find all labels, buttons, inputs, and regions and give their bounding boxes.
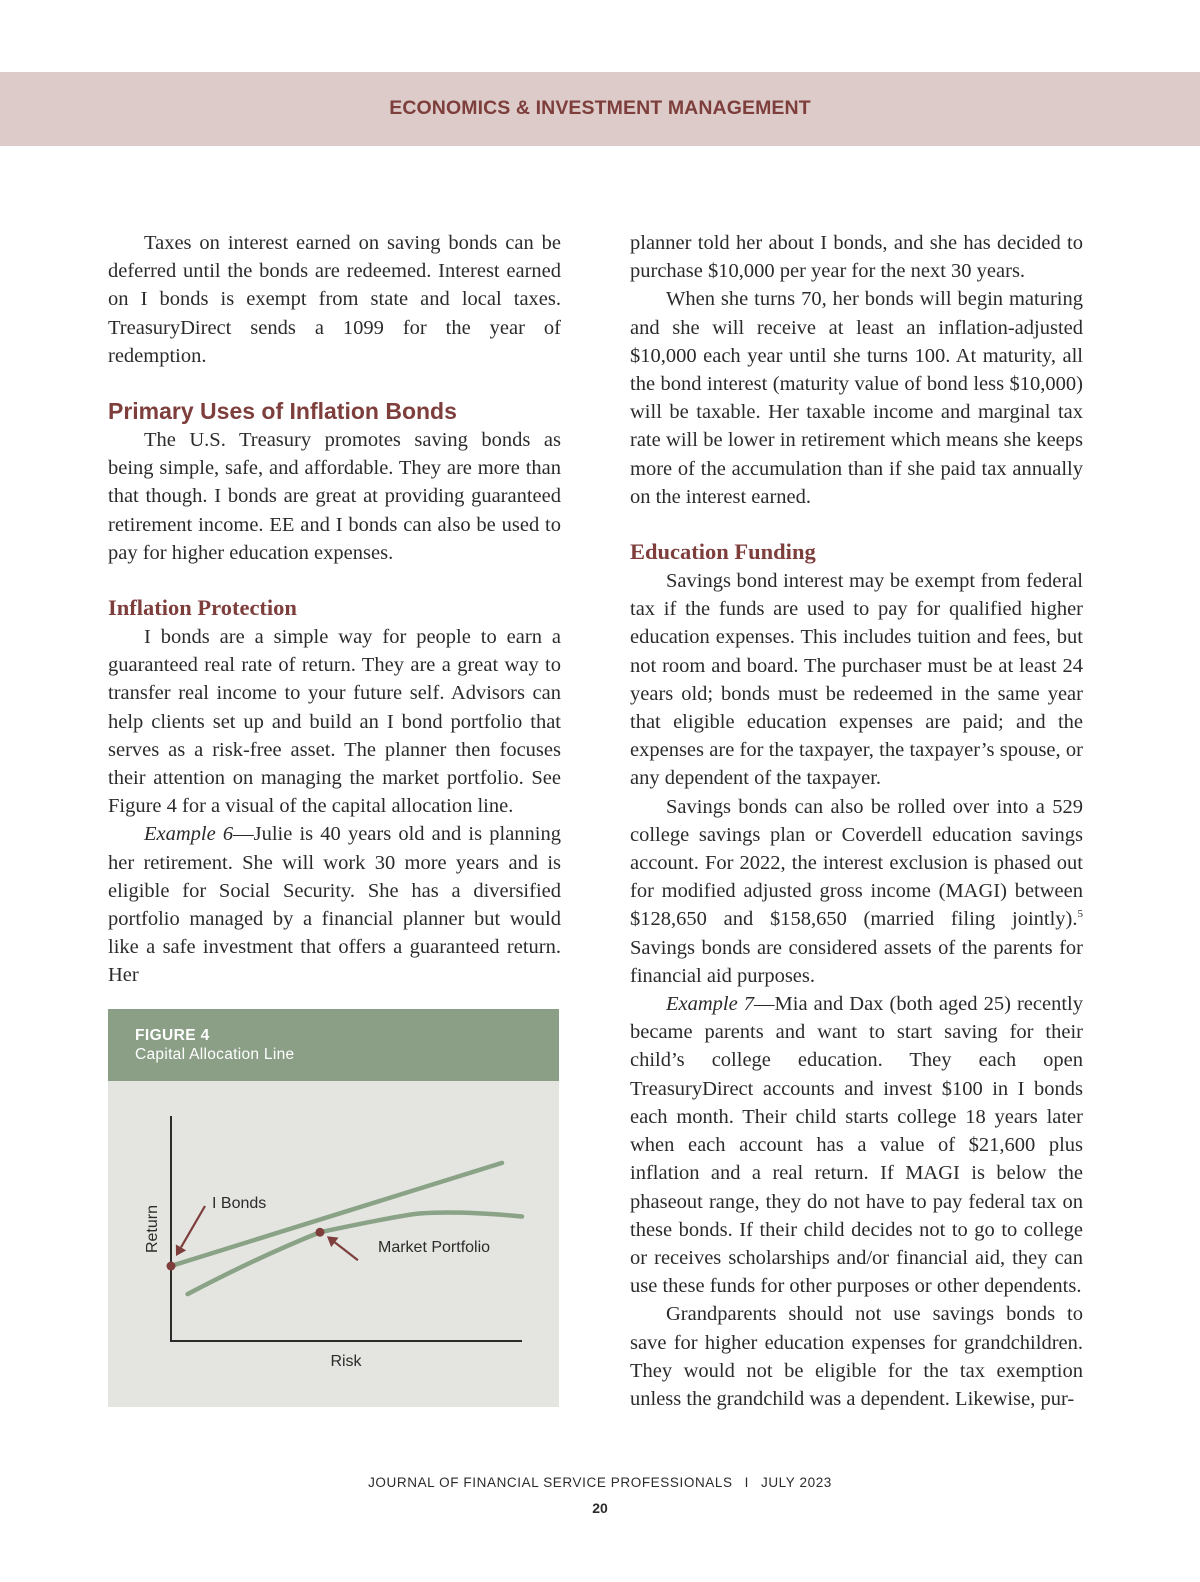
capital-allocation-chart	[108, 1009, 559, 1407]
annotation-market-portfolio: Market Portfolio	[378, 1239, 491, 1256]
page-number: 20	[592, 1500, 608, 1516]
figure-caption: Capital Allocation Line	[135, 1046, 295, 1063]
heading-primary-uses: Primary Uses of Inflation Bonds	[108, 398, 457, 425]
paragraph-tax-deferral: Taxes on interest earned on saving bonds can be deferred until the bonds are redeemed. Interest earned on I bonds is exempt from state and local taxes. TreasuryDirect sends a 1099 for the year of redemption.	[108, 232, 561, 367]
journal-name: JOURNAL OF FINANCIAL SERVICE PROFESSIONALS	[368, 1475, 733, 1490]
footnote-ref-5: 5	[1077, 908, 1083, 921]
right-column	[630, 229, 1083, 1413]
paragraph-primary-uses: The U.S. Treasury promotes saving bonds as being simple, safe, and affordable. They are more than that though. I bonds are great at providing guaranteed retirement income. EE and I bonds can also be used to pay for higher education expenses.	[108, 429, 561, 564]
market-portfolio-arrow-shaft	[335, 1242, 358, 1260]
example-7-label: Example 7	[666, 993, 755, 1016]
rollover-text-end: Savings bonds are considered assets of the parents for financial aid purposes.	[630, 936, 1083, 987]
y-axis-label: Return	[144, 1204, 161, 1254]
footer-journal	[0, 1475, 1200, 1490]
paragraph-529-rollover	[630, 793, 1083, 990]
heading-education-funding: Education Funding	[630, 539, 816, 565]
heading-inflation-protection: Inflation Protection	[108, 595, 297, 621]
paragraph-inflation-protection: I bonds are a simple way for people to earn a guaranteed real rate of return. They are a great way to transfer real income to your future self. Advisors can help clients set up and build an I bond portfolio that serves as a risk-free asset. The planner then focuses their attention on managing the market portfolio. See Figure 4 for a visual of the capital allocation line.	[108, 626, 561, 818]
x-axis-label: Risk	[330, 1353, 362, 1370]
left-column	[108, 229, 561, 990]
paragraph-grandparents: Grandparents should not use savings bonds to save for higher education expenses for grandchildren. They would not be eligible for the tax exemption unless the grandchild was a dependent. Likewise, pur-	[630, 1303, 1083, 1410]
rollover-text: Savings bonds can also be rolled over into a 529 college savings plan or Coverdell education savings account. For 2022, the interest exclusion is phased out for modified adjusted gross income (MAGI) between $128,650 and $158,650 (married filing jointly).	[630, 795, 1083, 931]
paragraph-example-7	[630, 990, 1083, 1300]
figure-label: FIGURE 4	[135, 1027, 210, 1044]
i-bonds-arrow-shaft	[181, 1206, 205, 1247]
paragraph-example-6	[108, 820, 561, 989]
point-market-portfolio	[315, 1228, 324, 1237]
point-i-bonds	[167, 1262, 176, 1271]
issue-date: JULY 2023	[760, 1475, 832, 1490]
paragraph-julie-continued: planner told her about I bonds, and she has decided to purchase $10,000 per year for the next 30 years.	[630, 232, 1083, 283]
paragraph-education-exemption: Savings bond interest may be exempt from federal tax if the funds are used to pay for qualified higher education expenses. This includes tuition and fees, but not room and board. The purchaser must be at least 24 years old; bonds must be redeemed in the same year that eligible education expenses are paid; and the expenses are for the taxpayer, the taxpayer’s spouse, or any dependent of the taxpayer.	[630, 570, 1083, 790]
example-6-label: Example 6	[144, 823, 234, 846]
paragraph-maturity: When she turns 70, her bonds will begin maturing and she will receive at least an inflation-adjusted $10,000 each year until she turns 100. At maturity, all the bond interest (maturity value of bond less $10,000) will be taxable. Her taxable income and marginal tax rate will be lower in retirement which means she keeps more of the accumulation than if she paid tax annually on the interest earned.	[630, 288, 1083, 508]
footer-separator: I	[744, 1475, 749, 1490]
example-7-text: —Mia and Dax (both aged 25) recently became parents and want to start saving for their child’s college education. They each open TreasuryDirect accounts and invest $100 in I bonds each month. Their child starts college 18 years later when each account has a value of $21,600 plus inflation and a real return. If MAGI is below the phaseout range, they do not have to pay federal tax on these bonds. If their child decides not to go to college or receives scholarships and/or financial aid, they can use these funds for other purposes or other dependents.	[630, 993, 1083, 1298]
example-6-text: —Julie is 40 years old and is planning her retirement. She will work 30 more years and is eligible for Social Security. She has a diversified portfolio managed by a financial planner but would like a safe investment that offers a guaranteed return. Her	[108, 823, 561, 987]
figure-4	[108, 1009, 559, 1407]
section-header-title: ECONOMICS & INVESTMENT MANAGEMENT	[389, 97, 811, 119]
annotation-i-bonds: I Bonds	[212, 1195, 267, 1212]
market-portfolio-arrow-head	[327, 1236, 339, 1247]
